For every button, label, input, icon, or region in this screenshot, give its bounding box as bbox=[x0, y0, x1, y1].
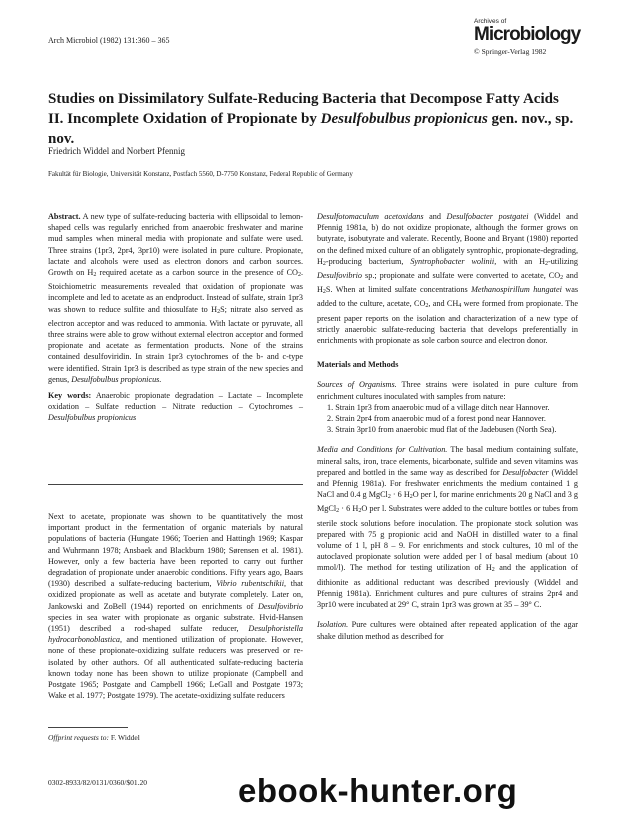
text: and bbox=[423, 212, 447, 221]
text: was added to the culture, acetate, CO bbox=[317, 285, 579, 309]
text: Pure cultures were obtained after repeated application of the agar shake dilution method as described for bbox=[317, 620, 578, 641]
subscript: 2 bbox=[336, 508, 340, 515]
keywords-species: Desulfobulbus propionicus bbox=[48, 413, 137, 423]
keywords-text: Anaerobic propionate degradation – Lactate – Incomplete oxidation – Sulfate reduction – Nitrate reduction – Cytochromes – bbox=[48, 391, 303, 412]
abstract-divider bbox=[48, 484, 303, 485]
abstract-paragraph bbox=[48, 211, 303, 385]
text: (Widdel and Pfennig 1981a, b) do not oxidize propionate, although the former grows on butyrate, isobutyrate and valerate. Recently, Boone and Bryant (1980) reported on the defined mixed culture of an obligately syntrophic, propionate-degrading, H bbox=[317, 212, 578, 266]
subsection-label: Sources of Organisms. bbox=[317, 380, 397, 390]
species: Desulfovibrio bbox=[317, 271, 363, 281]
text: · 6 H bbox=[390, 490, 410, 500]
watermark: ebook-hunter.org bbox=[238, 772, 518, 809]
text: and H bbox=[317, 271, 578, 295]
intro-text-1: Next to acetate, propionate was shown to be quantitatively the most important product in the fermentation of organic materials by natural populations of bacteria (Hungate 1966; Toerien and Hattingh 1969; Kaspar and Wuhrmann 1978; Ansbaek and Blackburn 1980; Sørensen et al. 1981). However, only a few bacteria have been reported to carry out further degradation of propionate under anaerobic conditions. Fifty years ago, Baars (1930) described a sulfate-reducing bacterium, bbox=[48, 512, 303, 589]
subscript: 2 bbox=[297, 272, 301, 279]
genus: Desulfobacter bbox=[502, 467, 549, 477]
abstract-text-4: S; nitrate also served as electron acceptor and was reduced to ammonia. With lactate or pyruvate, all three strains were able to grow without external electron acceptor and formed propionate and acetate as fermentation products. None of the strains contained desulfoviridin. In strain 1pr3 cytochromes of the b- and c-type were identified. Strain 1pr3 is described as type strain of the new species and genus, bbox=[48, 304, 303, 384]
subscript: 2 bbox=[93, 272, 97, 279]
archives-label: Archives of bbox=[474, 18, 507, 25]
right-column bbox=[317, 211, 578, 642]
title-line-1: Studies on Dissimilatory Sulfate-Reducing Bacteria that Decompose Fatty Acids bbox=[48, 91, 559, 107]
text: , and CH bbox=[428, 299, 459, 309]
text: -producing bacterium, bbox=[325, 256, 411, 266]
species: Desulfotomaculum acetoxidans bbox=[317, 212, 424, 221]
species: Methanospirillum hungatei bbox=[471, 285, 562, 295]
subsection-label: Isolation. bbox=[317, 620, 349, 630]
subscript: 2 bbox=[560, 275, 564, 282]
offprint-note bbox=[48, 733, 140, 742]
strain-item-2: 2. Strain 2pr4 from anaerobic mud of a forest pond near Hannover. bbox=[327, 414, 546, 424]
journal-reference: Arch Microbiol (1982) 131:360 – 365 bbox=[48, 36, 170, 45]
subscript: 2 bbox=[425, 303, 429, 310]
text: , with an H bbox=[494, 256, 545, 266]
intro-species-1: Vibrio rubentschikii bbox=[216, 579, 284, 589]
keywords-paragraph bbox=[48, 390, 303, 424]
offprint-label: Offprint requests to: bbox=[48, 733, 109, 742]
authors: Friedrich Widdel and Norbert Pfennig bbox=[48, 146, 185, 156]
footnote-rule bbox=[48, 727, 128, 728]
introduction-paragraph bbox=[48, 511, 303, 701]
text: · 6 H bbox=[339, 504, 359, 514]
intro-text-3: species in sea water with propionate as organic substrate. Hvid-Hansen (1951) described a rod-shaped sulfate reducer, bbox=[48, 612, 303, 634]
paper-title bbox=[48, 89, 593, 149]
text: and the application of dithionite as additional reductant was described previously (Widdel and Pfennig 1981a). Enrichment cultures and pure cultures of strains 2pr4 and 3pr10 were incubated at 29° C, strain 1pr3 was grown at 35 – 39° C. bbox=[317, 563, 578, 610]
journal-logo: Microbiology bbox=[474, 24, 581, 45]
subscript: 2 bbox=[409, 494, 413, 501]
intro-species-3: Desulphoristella hydrocarbonoblastica bbox=[48, 624, 303, 645]
text: -utilizing bbox=[547, 256, 578, 266]
subscript: 2 bbox=[358, 508, 362, 515]
media-paragraph bbox=[317, 444, 578, 610]
sources-paragraph bbox=[317, 379, 578, 401]
title-line-2 bbox=[48, 109, 593, 149]
subscript: 2 bbox=[544, 260, 548, 267]
section-heading-materials-methods: Materials and Methods bbox=[317, 360, 399, 370]
subscript: 2 bbox=[322, 260, 326, 267]
text: O per l, for marine enrichments 20 g NaCl and 3 g MgCl bbox=[317, 490, 579, 514]
text: (Widdel and Pfennig 1981a). For freshwater enrichments the medium contained 1 g NaCl and 0.4 g MgCl bbox=[317, 467, 578, 500]
species: Syntrophobacter wolinii bbox=[410, 256, 495, 266]
title-line-2-suffix: gen. nov., sp. nov. bbox=[48, 111, 574, 147]
strain-item-1: 1. Strain 1pr3 from anaerobic mud of a village ditch near Hannover. bbox=[327, 402, 550, 412]
abstract-column bbox=[48, 211, 303, 424]
abstract-text-1: A new type of sulfate-reducing bacteria with ellipsoidal to lemon-shaped cells was regularly enriched from anaerobic freshwater and marine mud samples when mineral media with propionate and sulfate were used. Three strains (1pr3, 2pr4, 3pr10) were isolated in pure culture. Propionate, lactate and alcohols were used as electron donors and carbon sources. Growth on H bbox=[48, 212, 303, 278]
subscript: 4 bbox=[458, 303, 462, 310]
intro-text-2: , that oxidized propionate as well as acetate and butyrate completely. Later on, Jankowski and ZoBell (1944) reported on enrichments of bbox=[48, 579, 303, 611]
title-species-name: Desulfobulbus propionicus bbox=[320, 111, 488, 127]
strain-item-3: 3. Strain 3pr10 from anaerobic mud flat of the Jadebusen (North Sea). bbox=[327, 425, 557, 435]
abstract-label: Abstract. bbox=[48, 212, 81, 221]
keywords-label: Key words: bbox=[48, 391, 92, 401]
subscript: 2 bbox=[387, 494, 391, 501]
species: Desulfobacter postgatei bbox=[446, 212, 529, 221]
intro-text-4: , and mentioned utilization of propionate. However, none of these propionate-oxidizing sulfate reducers was preserved or re-isolated by other authors. Of all authenticated sulfate-reducing bacteria known today none has been shown to utilize propionate (Campbell and Postgate 1965; Postgate and Campbell 1966; LeGall and Postgate 1973; Wake et al. 1977; Postgate 1979). The acetate-oxidizing sulfate reducers bbox=[48, 635, 303, 701]
subscript: 2 bbox=[217, 308, 221, 315]
text: Three strains were isolated in pure culture from enrichment cultures inoculated with samples from nature: bbox=[317, 380, 578, 401]
subscript: 2 bbox=[322, 289, 326, 296]
text: were formed from propionate. The present paper reports on the isolation and characterization of a new type of strictly anaerobic sulfate-reducing bacteria that develops preferentially in enrichments with propionate as sole carbon source and electron donor. bbox=[317, 299, 578, 346]
abstract-text-2: required acetate as a carbon source in the presence of CO bbox=[96, 268, 298, 278]
abstract-species: Desulfobulbus propionicus. bbox=[71, 374, 162, 384]
journal-logo-block bbox=[474, 18, 586, 56]
intro-continuation bbox=[317, 211, 578, 346]
affiliation: Fakultät für Biologie, Universität Konstanz, Postfach 5560, D-7750 Konstanz, Federal Republic of Germany bbox=[48, 170, 353, 178]
publisher-copyright: © Springer-Verlag 1982 bbox=[474, 47, 547, 56]
text: S. When at limited sulfate concentrations bbox=[325, 285, 472, 295]
text: O per l. Substrates were added to the culture bottles or tubes from sterile stock solutions before inoculation. The propionate stock solution was prepared with 75 g propionic acid and NaOH in distilled water to a final volume of 1 l, pH 8 – 9. For enrichments and stock cultures, 10 ml of the autoclaved propionate solution were added per l of basal medium (about 10 mmol/l). The method for testing utilization of H bbox=[317, 504, 578, 573]
offprint-name: F. Widdel bbox=[108, 733, 140, 742]
title-line-2-prefix: II. Incomplete Oxidation of Propionate by bbox=[48, 111, 321, 127]
text: sp.; propionate and sulfate were converted to acetate, CO bbox=[362, 271, 561, 281]
isolation-paragraph bbox=[317, 619, 578, 641]
subsection-label: Media and Conditions for Cultivation. bbox=[317, 445, 448, 455]
intro-species-2: Desulfovibrio bbox=[257, 601, 303, 611]
text: The basal medium containing sulfate, mineral salts, iron, trace elements, bicarbonate, sulfide and seven vitamins was prepared and bottled in the same way as described for bbox=[317, 445, 578, 477]
issn-code: 0302-8933/82/0131/0360/$01.20 bbox=[48, 778, 147, 787]
subscript: 2 bbox=[491, 567, 495, 574]
abstract-text-3: . Stoichiometric measurements revealed that oxidation of propionate was incomplete and led to acetate as an endproduct. Instead of sulfate, strain 1pr3 was shown to reduce sulfite and thiosulfate to H bbox=[48, 268, 303, 314]
